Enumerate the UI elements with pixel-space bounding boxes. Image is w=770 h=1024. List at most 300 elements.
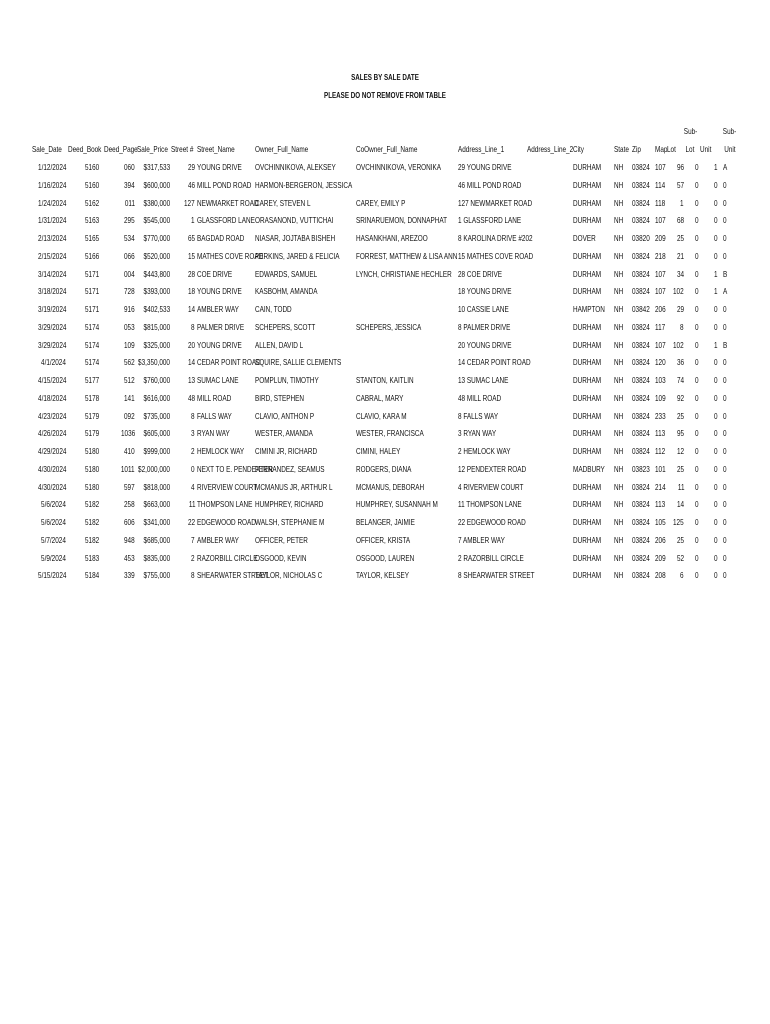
cell-owner: OSGOOD, KEVIN (255, 554, 307, 563)
cell-subunit: 0 (723, 376, 727, 385)
cell-zip: 03824 (632, 500, 650, 509)
cell-sale-price: $600,000 (143, 181, 170, 190)
cell-map: 109 (655, 394, 666, 403)
cell-street-name: HEMLOCK WAY (197, 447, 245, 456)
cell-unit: 0 (714, 252, 718, 261)
header-coowner: CoOwner_Full_Name (356, 145, 418, 154)
cell-deed-book: 5177 (84, 376, 99, 385)
cell-sale-price: $341,000 (143, 518, 170, 527)
cell-street-num: 8 (191, 323, 195, 332)
cell-map: 112 (655, 447, 666, 456)
cell-lot: 52 (676, 554, 684, 563)
cell-addr1: 8 FALLS WAY (458, 412, 499, 421)
header-lot: Lot (667, 145, 676, 154)
cell-sale-date: 1/12/2024 (37, 163, 66, 172)
cell-subunit: 0 (723, 429, 727, 438)
cell-city: DURHAM (573, 394, 602, 403)
cell-zip: 03824 (632, 447, 650, 456)
cell-deed-book: 5179 (84, 412, 99, 421)
cell-sale-price: $520,000 (143, 252, 170, 261)
cell-deed-page: 453 (124, 554, 135, 563)
cell-addr1: 29 YOUNG DRIVE (458, 163, 512, 172)
cell-subunit: 0 (723, 554, 727, 563)
cell-sublot: 0 (695, 234, 699, 243)
cell-sublot: 0 (695, 341, 699, 350)
cell-coowner: FORREST, MATTHEW & LISA ANN (356, 252, 458, 261)
cell-coowner: CLAVIO, KARA M (356, 412, 407, 421)
cell-map: 107 (655, 216, 666, 225)
cell-sublot: 0 (695, 394, 699, 403)
cell-unit: 0 (714, 358, 718, 367)
header-owner: Owner_Full_Name (255, 145, 309, 154)
cell-sublot: 0 (695, 483, 699, 492)
cell-deed-page: 339 (124, 571, 135, 580)
cell-unit: 0 (714, 234, 718, 243)
cell-subunit: 0 (723, 216, 727, 225)
cell-map: 107 (655, 341, 666, 350)
cell-city: DURHAM (573, 554, 602, 563)
cell-unit: 0 (714, 323, 718, 332)
cell-unit: 0 (714, 216, 718, 225)
cell-sale-price: $663,000 (143, 500, 170, 509)
cell-unit: 0 (714, 429, 718, 438)
cell-state: NH (614, 554, 624, 563)
cell-street-num: 29 (187, 163, 195, 172)
cell-state: NH (614, 483, 624, 492)
header-deed-page: Deed_Page (104, 145, 138, 154)
cell-sublot: 0 (695, 412, 699, 421)
cell-street-name: EDGEWOOD ROAD (197, 518, 256, 527)
header-city: City (573, 145, 585, 154)
cell-sale-date: 4/26/2024 (37, 429, 66, 438)
cell-sale-price: $685,000 (143, 536, 170, 545)
cell-deed-page: 534 (124, 234, 135, 243)
cell-owner: ALLEN, DAVID L (255, 341, 304, 350)
cell-addr1: 10 CASSIE LANE (458, 305, 509, 314)
cell-owner: HUMPHREY, RICHARD (255, 500, 324, 509)
cell-sublot: 0 (695, 447, 699, 456)
cell-sale-price: $317,533 (143, 163, 170, 172)
report-subtitle: PLEASE DO NOT REMOVE FROM TABLE (324, 91, 446, 100)
cell-deed-book: 5178 (84, 394, 99, 403)
cell-state: NH (614, 181, 624, 190)
cell-deed-book: 5182 (84, 500, 99, 509)
cell-deed-page: 597 (124, 483, 135, 492)
cell-map: 101 (655, 465, 666, 474)
cell-owner: KASBOHM, AMANDA (255, 287, 318, 296)
cell-city: DURHAM (573, 181, 602, 190)
cell-coowner: BELANGER, JAIMIE (356, 518, 415, 527)
cell-addr1: 2 HEMLOCK WAY (458, 447, 511, 456)
cell-deed-page: 948 (124, 536, 135, 545)
cell-deed-page: 394 (124, 181, 135, 190)
cell-deed-book: 5174 (84, 323, 99, 332)
cell-deed-page: 060 (124, 163, 135, 172)
cell-coowner: OSGOOD, LAUREN (356, 554, 415, 563)
cell-sale-price: $402,533 (143, 305, 170, 314)
header-addr1: Address_Line_1 (458, 145, 505, 154)
cell-sale-date: 3/29/2024 (37, 323, 66, 332)
cell-sublot: 0 (695, 500, 699, 509)
cell-lot: 68 (676, 216, 684, 225)
cell-street-name: NEWMARKET ROAD (197, 199, 259, 208)
cell-subunit: 0 (723, 394, 727, 403)
cell-unit: 0 (714, 394, 718, 403)
cell-zip: 03824 (632, 376, 650, 385)
cell-street-name: GLASSFORD LANE (197, 216, 255, 225)
header-addr2: Address_Line_2 (527, 145, 574, 154)
cell-state: NH (614, 500, 624, 509)
cell-sale-price: $545,000 (143, 216, 170, 225)
header-sale-date: Sale_Date (32, 145, 62, 154)
cell-unit: 1 (714, 287, 718, 296)
cell-map: 107 (655, 287, 666, 296)
cell-deed-page: 512 (124, 376, 135, 385)
cell-sale-date: 5/7/2024 (41, 536, 66, 545)
cell-lot: 96 (676, 163, 684, 172)
cell-sale-price: $770,000 (143, 234, 170, 243)
cell-addr1: 13 SUMAC LANE (458, 376, 509, 385)
cell-map: 218 (655, 252, 666, 261)
cell-unit: 1 (714, 163, 718, 172)
cell-sublot: 0 (695, 287, 699, 296)
cell-zip: 03824 (632, 483, 650, 492)
cell-unit: 0 (714, 447, 718, 456)
cell-lot: 11 (677, 483, 684, 492)
cell-street-name: BAGDAD ROAD (197, 234, 245, 243)
cell-deed-book: 5160 (84, 163, 99, 172)
cell-map: 118 (655, 199, 666, 208)
cell-addr1: 15 MATHES COVE ROAD (458, 252, 534, 261)
cell-subunit: 0 (723, 181, 727, 190)
cell-subunit: 0 (723, 234, 727, 243)
cell-deed-book: 5174 (84, 358, 99, 367)
cell-city: DURHAM (573, 483, 602, 492)
cell-addr1: 4 RIVERVIEW COURT (458, 483, 524, 492)
cell-deed-page: 066 (124, 252, 135, 261)
report-title: SALES BY SALE DATE (351, 73, 419, 82)
cell-sublot: 0 (695, 518, 699, 527)
cell-sublot: 0 (695, 536, 699, 545)
cell-sale-date: 4/18/2024 (37, 394, 66, 403)
cell-map: 114 (655, 181, 666, 190)
cell-street-name: NEXT TO E. PENDEXTER (197, 465, 273, 474)
cell-city: DOVER (573, 234, 596, 243)
cell-street-name: AMBLER WAY (197, 536, 239, 545)
cell-street-name: MATHES COVE ROAD (197, 252, 264, 261)
cell-city: DURHAM (573, 163, 602, 172)
cell-addr1: 1 GLASSFORD LANE (458, 216, 522, 225)
cell-map: 105 (655, 518, 666, 527)
cell-deed-book: 5183 (84, 554, 99, 563)
cell-unit: 0 (714, 199, 718, 208)
cell-addr1: 2 RAZORBILL CIRCLE (458, 554, 524, 563)
header-street-name: Street_Name (197, 145, 235, 154)
cell-city: DURHAM (573, 429, 602, 438)
cell-lot: 125 (673, 518, 684, 527)
cell-owner: OVCHINNIKOVA, ALEKSEY (255, 163, 336, 172)
cell-city: DURHAM (573, 536, 602, 545)
cell-street-name: FALLS WAY (197, 412, 232, 421)
cell-coowner: MCMANUS, DEBORAH (356, 483, 425, 492)
cell-deed-book: 5180 (84, 465, 99, 474)
cell-coowner: STANTON, KAITLIN (356, 376, 414, 385)
cell-street-num: 22 (187, 518, 195, 527)
header-deed-book: Deed_Book (68, 145, 102, 154)
cell-deed-book: 5166 (84, 252, 99, 261)
cell-deed-book: 5182 (84, 536, 99, 545)
cell-unit: 0 (714, 465, 718, 474)
cell-map: 233 (655, 412, 666, 421)
cell-sale-date: 2/15/2024 (37, 252, 66, 261)
cell-owner: MCMANUS JR, ARTHUR L (255, 483, 333, 492)
cell-zip: 03820 (632, 234, 650, 243)
cell-addr1: 28 COE DRIVE (458, 270, 503, 279)
cell-deed-book: 5165 (84, 234, 99, 243)
cell-street-name: MILL ROAD (197, 394, 232, 403)
cell-city: DURHAM (573, 358, 602, 367)
cell-unit: 0 (714, 483, 718, 492)
cell-street-num: 46 (187, 181, 195, 190)
cell-coowner: HUMPHREY, SUSANNAH M (356, 500, 438, 509)
cell-state: NH (614, 394, 624, 403)
header-unit: Unit (700, 145, 712, 154)
cell-subunit: 0 (723, 199, 727, 208)
cell-street-num: 15 (187, 252, 195, 261)
header-sublot: Lot (685, 145, 694, 154)
cell-addr1: 7 AMBLER WAY (458, 536, 505, 545)
cell-state: NH (614, 465, 624, 474)
cell-coowner: SRINARUEMON, DONNAPHAT (356, 216, 448, 225)
cell-sale-date: 3/14/2024 (37, 270, 66, 279)
cell-deed-page: 606 (124, 518, 135, 527)
cell-owner: HARMON-BERGERON, JESSICA (255, 181, 353, 190)
cell-street-name: YOUNG DRIVE (197, 163, 242, 172)
cell-owner: OFFICER, PETER (255, 536, 308, 545)
cell-coowner: CABRAL, MARY (356, 394, 404, 403)
cell-city: HAMPTON (573, 305, 605, 314)
cell-coowner: LYNCH, CHRISTIANE HECHLER (356, 270, 452, 279)
cell-unit: 0 (714, 412, 718, 421)
cell-zip: 03824 (632, 536, 650, 545)
cell-zip: 03824 (632, 518, 650, 527)
cell-sublot: 0 (695, 252, 699, 261)
cell-deed-book: 5160 (84, 181, 99, 190)
cell-sublot: 0 (695, 323, 699, 332)
cell-street-name: THOMPSON LANE (197, 500, 253, 509)
cell-lot: 34 (676, 270, 684, 279)
cell-deed-book: 5162 (84, 199, 99, 208)
cell-sublot: 0 (695, 305, 699, 314)
cell-street-num: 4 (191, 483, 195, 492)
cell-deed-book: 5174 (84, 341, 99, 350)
cell-sale-date: 1/31/2024 (37, 216, 66, 225)
cell-coowner: RODGERS, DIANA (356, 465, 412, 474)
cell-deed-page: 053 (124, 323, 135, 332)
cell-street-name: PALMER DRIVE (197, 323, 245, 332)
cell-deed-book: 5171 (84, 270, 99, 279)
cell-addr1: 46 MILL POND ROAD (458, 181, 522, 190)
cell-zip: 03824 (632, 199, 650, 208)
cell-zip: 03824 (632, 429, 650, 438)
cell-unit: 0 (714, 554, 718, 563)
cell-subunit: 0 (723, 571, 727, 580)
cell-sale-date: 4/1/2024 (41, 358, 66, 367)
cell-street-num: 8 (191, 571, 195, 580)
cell-lot: 21 (676, 252, 684, 261)
cell-sale-price: $380,000 (143, 199, 170, 208)
cell-sale-date: 4/30/2024 (37, 483, 66, 492)
cell-lot: 95 (676, 429, 684, 438)
cell-city: DURHAM (573, 376, 602, 385)
cell-lot: 25 (676, 412, 684, 421)
cell-state: NH (614, 323, 624, 332)
cell-street-name: MILL POND ROAD (197, 181, 252, 190)
cell-map: 209 (655, 554, 666, 563)
cell-subunit: 0 (723, 483, 727, 492)
cell-lot: 12 (676, 447, 684, 456)
cell-sale-date: 2/13/2024 (37, 234, 66, 243)
cell-addr1: 8 SHEARWATER STREET (458, 571, 535, 580)
cell-lot: 14 (676, 500, 684, 509)
cell-deed-book: 5180 (84, 447, 99, 456)
cell-sale-date: 4/29/2024 (37, 447, 66, 456)
cell-lot: 29 (676, 305, 684, 314)
cell-addr1: 12 PENDEXTER ROAD (458, 465, 527, 474)
cell-sale-price: $325,000 (143, 341, 170, 350)
cell-sublot: 0 (695, 358, 699, 367)
cell-sublot: 0 (695, 270, 699, 279)
header-subunit-top: Sub- (722, 127, 736, 136)
cell-sale-price: $616,000 (143, 394, 170, 403)
cell-street-num: 1 (191, 216, 195, 225)
cell-city: DURHAM (573, 216, 602, 225)
cell-deed-book: 5171 (84, 287, 99, 296)
cell-addr1: 3 RYAN WAY (458, 429, 497, 438)
cell-lot: 74 (676, 376, 684, 385)
cell-state: NH (614, 216, 624, 225)
cell-deed-page: 258 (124, 500, 135, 509)
cell-sale-price: $999,000 (143, 447, 170, 456)
cell-addr1: 127 NEWMARKET ROAD (458, 199, 533, 208)
cell-street-num: 8 (191, 412, 195, 421)
cell-zip: 03824 (632, 341, 650, 350)
cell-deed-page: 562 (124, 358, 135, 367)
cell-sublot: 0 (695, 163, 699, 172)
cell-subunit: 0 (723, 518, 727, 527)
cell-deed-page: 011 (124, 199, 135, 208)
cell-sale-date: 4/15/2024 (37, 376, 66, 385)
cell-sale-price: $755,000 (143, 571, 170, 580)
cell-sublot: 0 (695, 199, 699, 208)
cell-state: NH (614, 429, 624, 438)
cell-sale-date: 4/30/2024 (37, 465, 66, 474)
cell-deed-book: 5180 (84, 483, 99, 492)
cell-unit: 0 (714, 181, 718, 190)
cell-lot: 57 (676, 181, 684, 190)
cell-owner: PERKINS, JARED & FELICIA (255, 252, 340, 261)
cell-map: 113 (655, 429, 666, 438)
cell-street-num: 3 (191, 429, 195, 438)
cell-owner: CAREY, STEVEN L (255, 199, 311, 208)
cell-sale-date: 5/6/2024 (41, 518, 66, 527)
cell-street-num: 2 (191, 554, 195, 563)
cell-owner: TAYLOR, NICHOLAS C (255, 571, 323, 580)
cell-deed-page: 295 (124, 216, 135, 225)
cell-owner: WALSH, STEPHANIE M (255, 518, 325, 527)
header-subunit: Unit (724, 145, 736, 154)
cell-lot: 25 (676, 465, 684, 474)
cell-map: 103 (655, 376, 666, 385)
cell-city: MADBURY (573, 465, 605, 474)
cell-zip: 03824 (632, 181, 650, 190)
cell-state: NH (614, 412, 624, 421)
cell-sale-price: $760,000 (143, 376, 170, 385)
cell-zip: 03824 (632, 358, 650, 367)
cell-map: 208 (655, 571, 666, 580)
cell-subunit: A (723, 163, 728, 172)
cell-state: NH (614, 518, 624, 527)
cell-owner: EDWARDS, SAMUEL (255, 270, 318, 279)
cell-deed-page: 410 (124, 447, 135, 456)
cell-sublot: 0 (695, 429, 699, 438)
cell-city: DURHAM (573, 323, 602, 332)
cell-city: DURHAM (573, 500, 602, 509)
cell-subunit: B (723, 341, 728, 350)
cell-map: 209 (655, 234, 666, 243)
cell-zip: 03824 (632, 270, 650, 279)
cell-unit: 0 (714, 536, 718, 545)
cell-deed-book: 5171 (84, 305, 99, 314)
cell-owner: CIMINI JR, RICHARD (255, 447, 318, 456)
header-sale-price: Sale_Price (137, 145, 168, 154)
cell-unit: 1 (714, 270, 718, 279)
cell-street-name: AMBLER WAY (197, 305, 239, 314)
cell-deed-book: 5163 (84, 216, 99, 225)
cell-addr1: 48 MILL ROAD (458, 394, 502, 403)
cell-street-num: 65 (187, 234, 195, 243)
cell-owner: ORASANOND, VUTTICHAI (255, 216, 334, 225)
cell-state: NH (614, 341, 624, 350)
cell-zip: 03824 (632, 571, 650, 580)
cell-sublot: 0 (695, 465, 699, 474)
cell-subunit: 0 (723, 447, 727, 456)
cell-coowner: SCHEPERS, JESSICA (356, 323, 422, 332)
cell-sale-price: $818,000 (143, 483, 170, 492)
cell-street-num: 2 (191, 447, 195, 456)
cell-lot: 1 (680, 199, 684, 208)
cell-state: NH (614, 270, 624, 279)
cell-zip: 03824 (632, 252, 650, 261)
header-sublot-top: Sub- (683, 127, 697, 136)
cell-unit: 0 (714, 500, 718, 509)
cell-sale-price: $735,000 (143, 412, 170, 421)
cell-sale-date: 3/29/2024 (37, 341, 66, 350)
cell-lot: 6 (680, 571, 684, 580)
cell-zip: 03823 (632, 465, 650, 474)
cell-owner: CAIN, TODD (255, 305, 292, 314)
cell-street-name: COE DRIVE (197, 270, 233, 279)
cell-unit: 1 (714, 341, 718, 350)
cell-map: 214 (655, 483, 666, 492)
cell-map: 107 (655, 270, 666, 279)
cell-lot: 92 (676, 394, 684, 403)
cell-owner: WESTER, AMANDA (255, 429, 313, 438)
cell-city: DURHAM (573, 199, 602, 208)
cell-state: NH (614, 305, 624, 314)
cell-coowner: HASANKHANI, AREZOO (356, 234, 428, 243)
cell-city: DURHAM (573, 341, 602, 350)
